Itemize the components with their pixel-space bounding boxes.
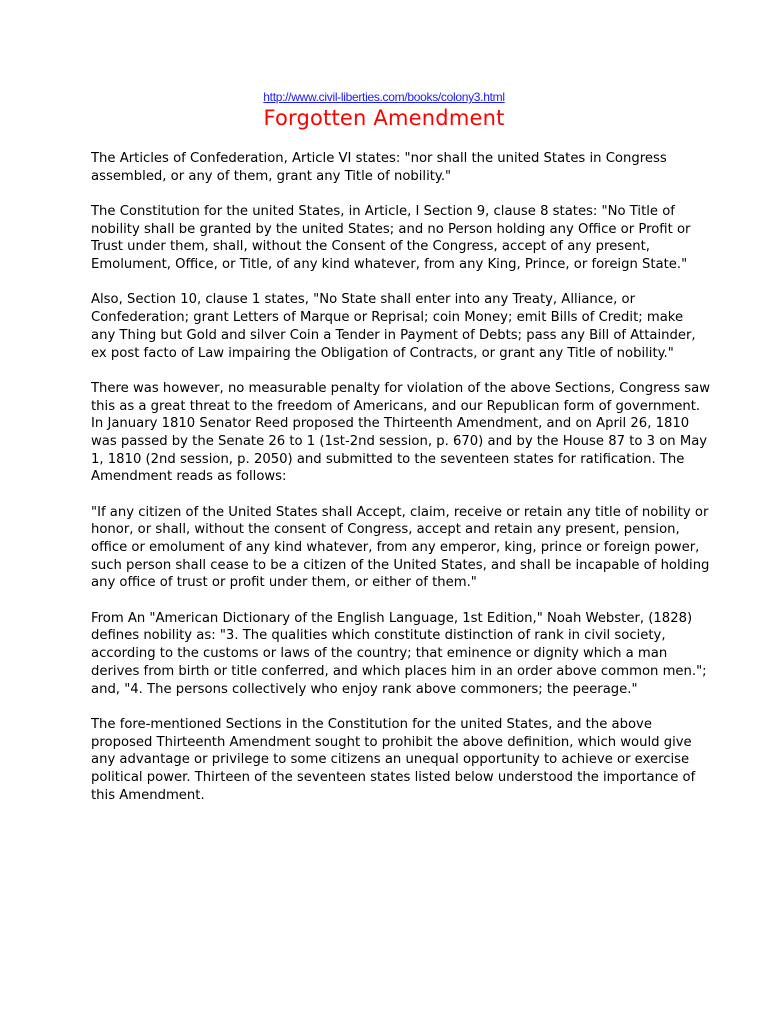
- document-body: [91, 150, 711, 822]
- paragraph-webster-definition: From An "American Dictionary of the English Language, 1st Edition," Noah Webster, (1828) defines nobility as: "3. The qualities which constitute distinction of rank in civil society, according to the customs or laws of the country; that eminence or dignity which a man derives from birth or title conferred, and which places him in an order above common men."; and, "4. The persons collectively who enjoy rank above commoners; the peerage.": [91, 610, 707, 697]
- paragraph-conclusion: The fore-mentioned Sections in the Constitution for the united States, and the above proposed Thirteenth Amendment sought to prohibit the above definition, which would give any advantage or privilege to some citizens an unequal opportunity to achieve or exercise political power. Thirteen of the seventeen states listed below understood the importance of this Amendment.: [91, 716, 696, 803]
- source-url-link[interactable]: http://www.civil-liberties.com/books/colony3.html: [263, 90, 505, 104]
- paragraph-section-10: Also, Section 10, clause 1 states, "No State shall enter into any Treaty, Alliance, or Confederation; grant Letters of Marque or Reprisal; coin Money; emit Bills of Credit; make any Thing but Gold and silver Coin a Tender in Payment of Debts; pass any Bill of Attainder, ex post facto of Law impairing the Obligation of Contracts, or grant any Title of nobility.": [91, 292, 696, 361]
- paragraph-article-i-section-9: The Constitution for the united States, in Article, I Section 9, clause 8 states: "No Title of nobility shall be granted by the united States; and no Person holding any Office or Profit or Trust under them, shall, without the Consent of the Congress, accept of any present, Emolument, Office, or Title, of any kind whatever, from any King, Prince, or foreign State.": [91, 204, 691, 273]
- page-title: Forgotten Amendment: [263, 106, 505, 130]
- paragraph-senate-house-vote: There was however, no measurable penalty for violation of the above Sections, Congress saw this as a great threat to the freedom of Americans, and our Republican form of government. In January 1810 Senator Reed proposed the Thirteenth Amendment, and on April 26, 1810 was passed by the Senate 26 to 1 (1st-2nd session, p. 670) and by the House 87 to 3 on May 1, 1810 (2nd session, p. 2050) and submitted to the seventeen states for ratification. The Amendment reads as follows:: [91, 380, 711, 485]
- paragraph-amendment-text: "If any citizen of the United States shall Accept, claim, receive or retain any title of nobility or honor, or shall, without the consent of Congress, accept and retain any present, pension, office or emolument of any kind whatever, from any emperor, king, prince or foreign power, such person shall cease to be a citizen of the United States, and shall be incapable of holding any office of trust or profit under them, or either of them.": [91, 504, 710, 591]
- paragraph-articles-of-confederation: The Articles of Confederation, Article VI states: "nor shall the united States in Congress assembled, or any of them, grant any Title of nobility.": [91, 151, 667, 184]
